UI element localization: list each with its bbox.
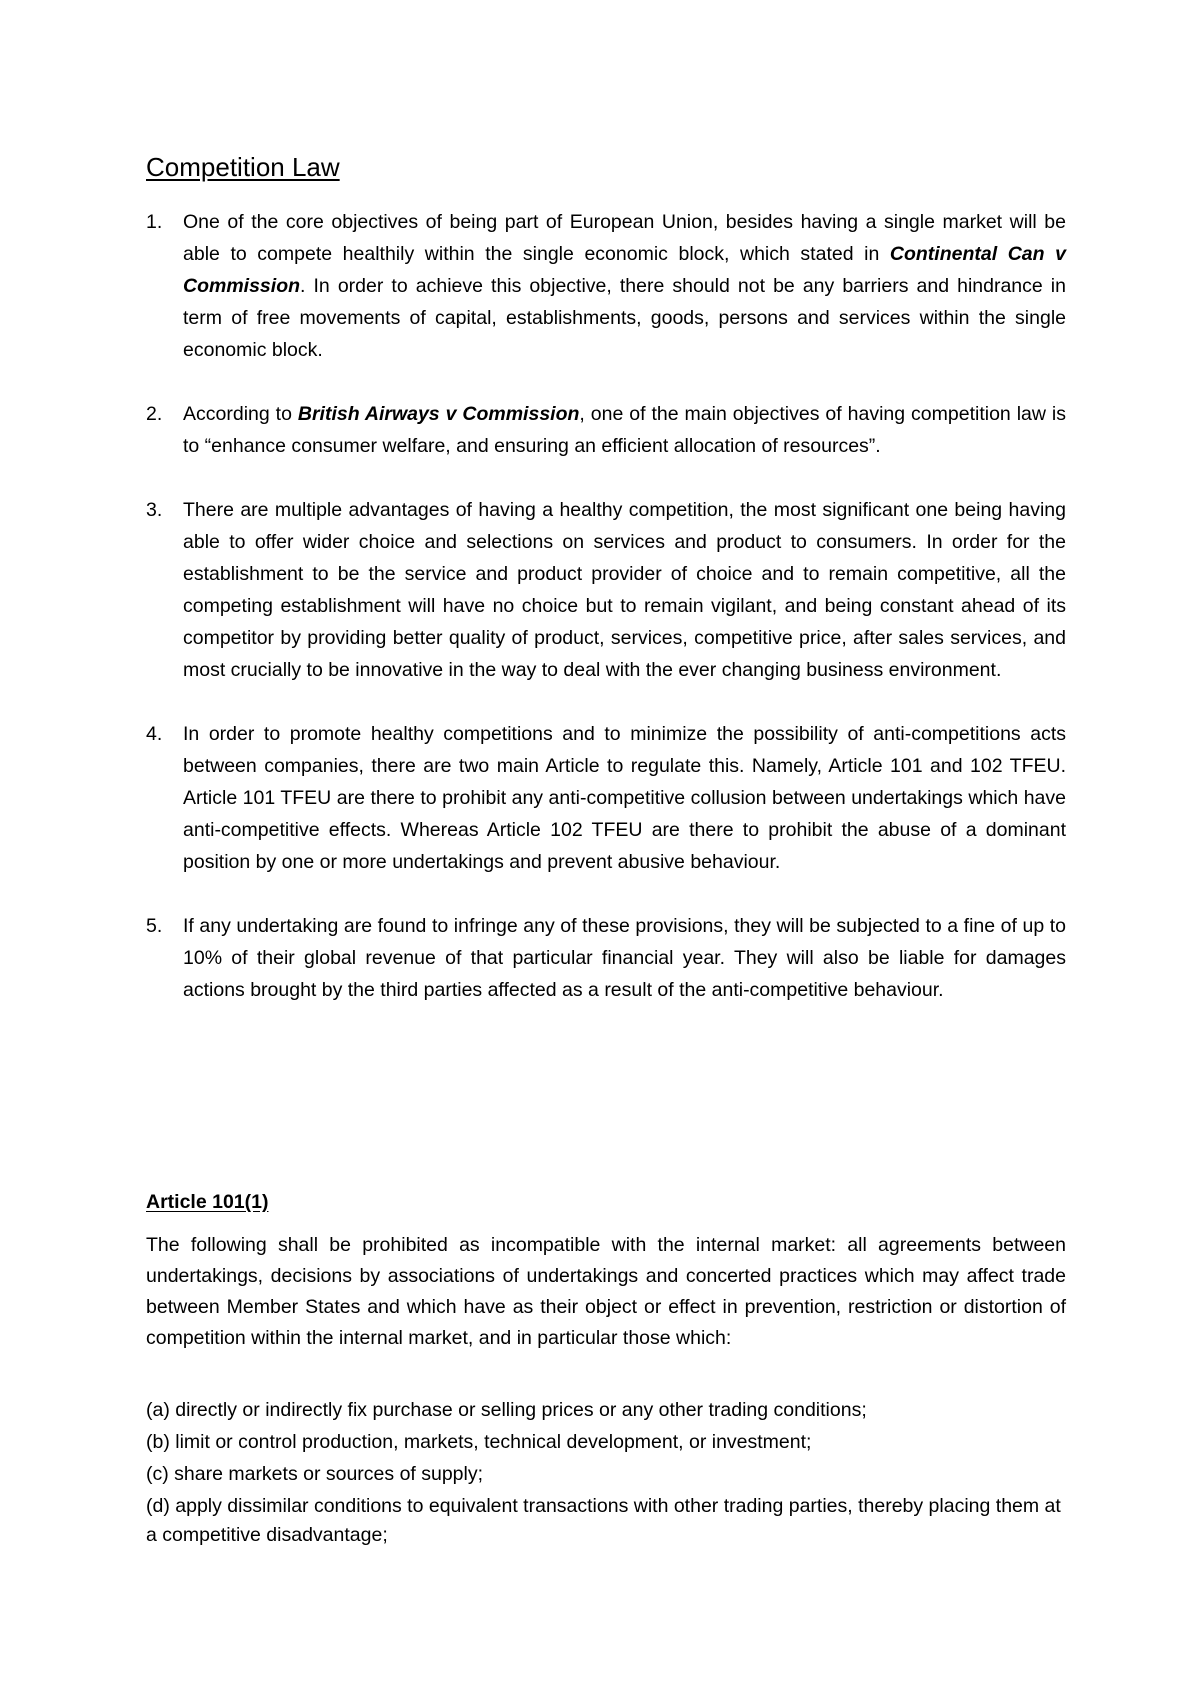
list-item-text: In order to promote healthy competitions and to minimize the possibility of anti-competitions acts between companies, there are two main Article to regulate this. Namely, Article 101 and 102 TFEU. Article 101 TFEU are there to prohibit any anti-competitive collusion between undertakings which have anti-competitive effects. Whereas Article 102 TFEU are there to prohibit the abuse of a dominant position by one or more undertakings and prevent abusive behaviour.	[183, 723, 1066, 873]
list-item-text: One of the core objectives of being part of European Union, besides having a single market will be able to compete healthily within the single economic block, which stated in	[183, 211, 1066, 265]
page-title: Competition Law	[146, 152, 340, 182]
list-item-number: 4.	[146, 723, 163, 745]
list-item	[146, 910, 1066, 1006]
article-subitems	[146, 1396, 1066, 1553]
list-item-text: If any undertaking are found to infringe any of these provisions, they will be subjected to a fine of up to 10% of their global revenue of that particular financial year. They will also be liable for damages actions brought by the third parties affected as a result of the anti-competitive behaviour.	[183, 915, 1066, 1001]
list-item-text: . In order to achieve this objective, there should not be any barriers and hindrance in term of free movements of capital, establishments, goods, persons and services within the single economic block.	[183, 275, 1066, 361]
list-item-number: 5.	[146, 915, 163, 937]
list-item	[146, 398, 1066, 462]
article-intro: The following shall be prohibited as incompatible with the internal market: all agreements between undertakings, decisions by associations of undertakings and concerted practices which may affect trade between Member States and which have as their object or effect in prevention, restriction or distortion of competition within the internal market, and in particular those which:	[146, 1234, 1066, 1349]
list-item-number: 2.	[146, 403, 163, 425]
article-subitem: (b) limit or control production, markets, technical development, or investment;	[146, 1431, 812, 1453]
objectives-list	[146, 206, 1066, 1038]
list-item	[146, 718, 1066, 878]
article-subitem: (a) directly or indirectly fix purchase or selling prices or any other trading conditions;	[146, 1399, 867, 1421]
list-item	[146, 494, 1066, 686]
list-item-number: 3.	[146, 499, 163, 521]
article-heading: Article 101(1)	[146, 1191, 269, 1213]
list-item-text: There are multiple advantages of having a healthy competition, the most significant one being having able to offer wider choice and selections on services and product to consumers. In order for the establishment to be the service and product provider of choice and to remain competitive, all the competing establishment will have no choice but to remain vigilant, and being constant ahead of its competitor by providing better quality of product, services, competitive price, after sales services, and most crucially to be innovative in the way to deal with the ever changing business environment.	[183, 499, 1066, 681]
article-subitem: (c) share markets or sources of supply;	[146, 1463, 484, 1485]
list-item-text: , one of the main objectives of having competition law is to “enhance consumer welfare, and ensuring an efficient allocation of resources”.	[183, 403, 1066, 457]
case-citation: Continental Can v Commission	[183, 243, 1066, 297]
list-item	[146, 206, 1066, 366]
article-subitem: (d) apply dissimilar conditions to equivalent transactions with other trading parties, thereby placing them at a competitive disadvantage;	[146, 1495, 1061, 1546]
list-item-text: According to	[183, 403, 298, 425]
list-item-number: 1.	[146, 211, 163, 233]
case-citation: British Airways v Commission	[297, 403, 580, 425]
